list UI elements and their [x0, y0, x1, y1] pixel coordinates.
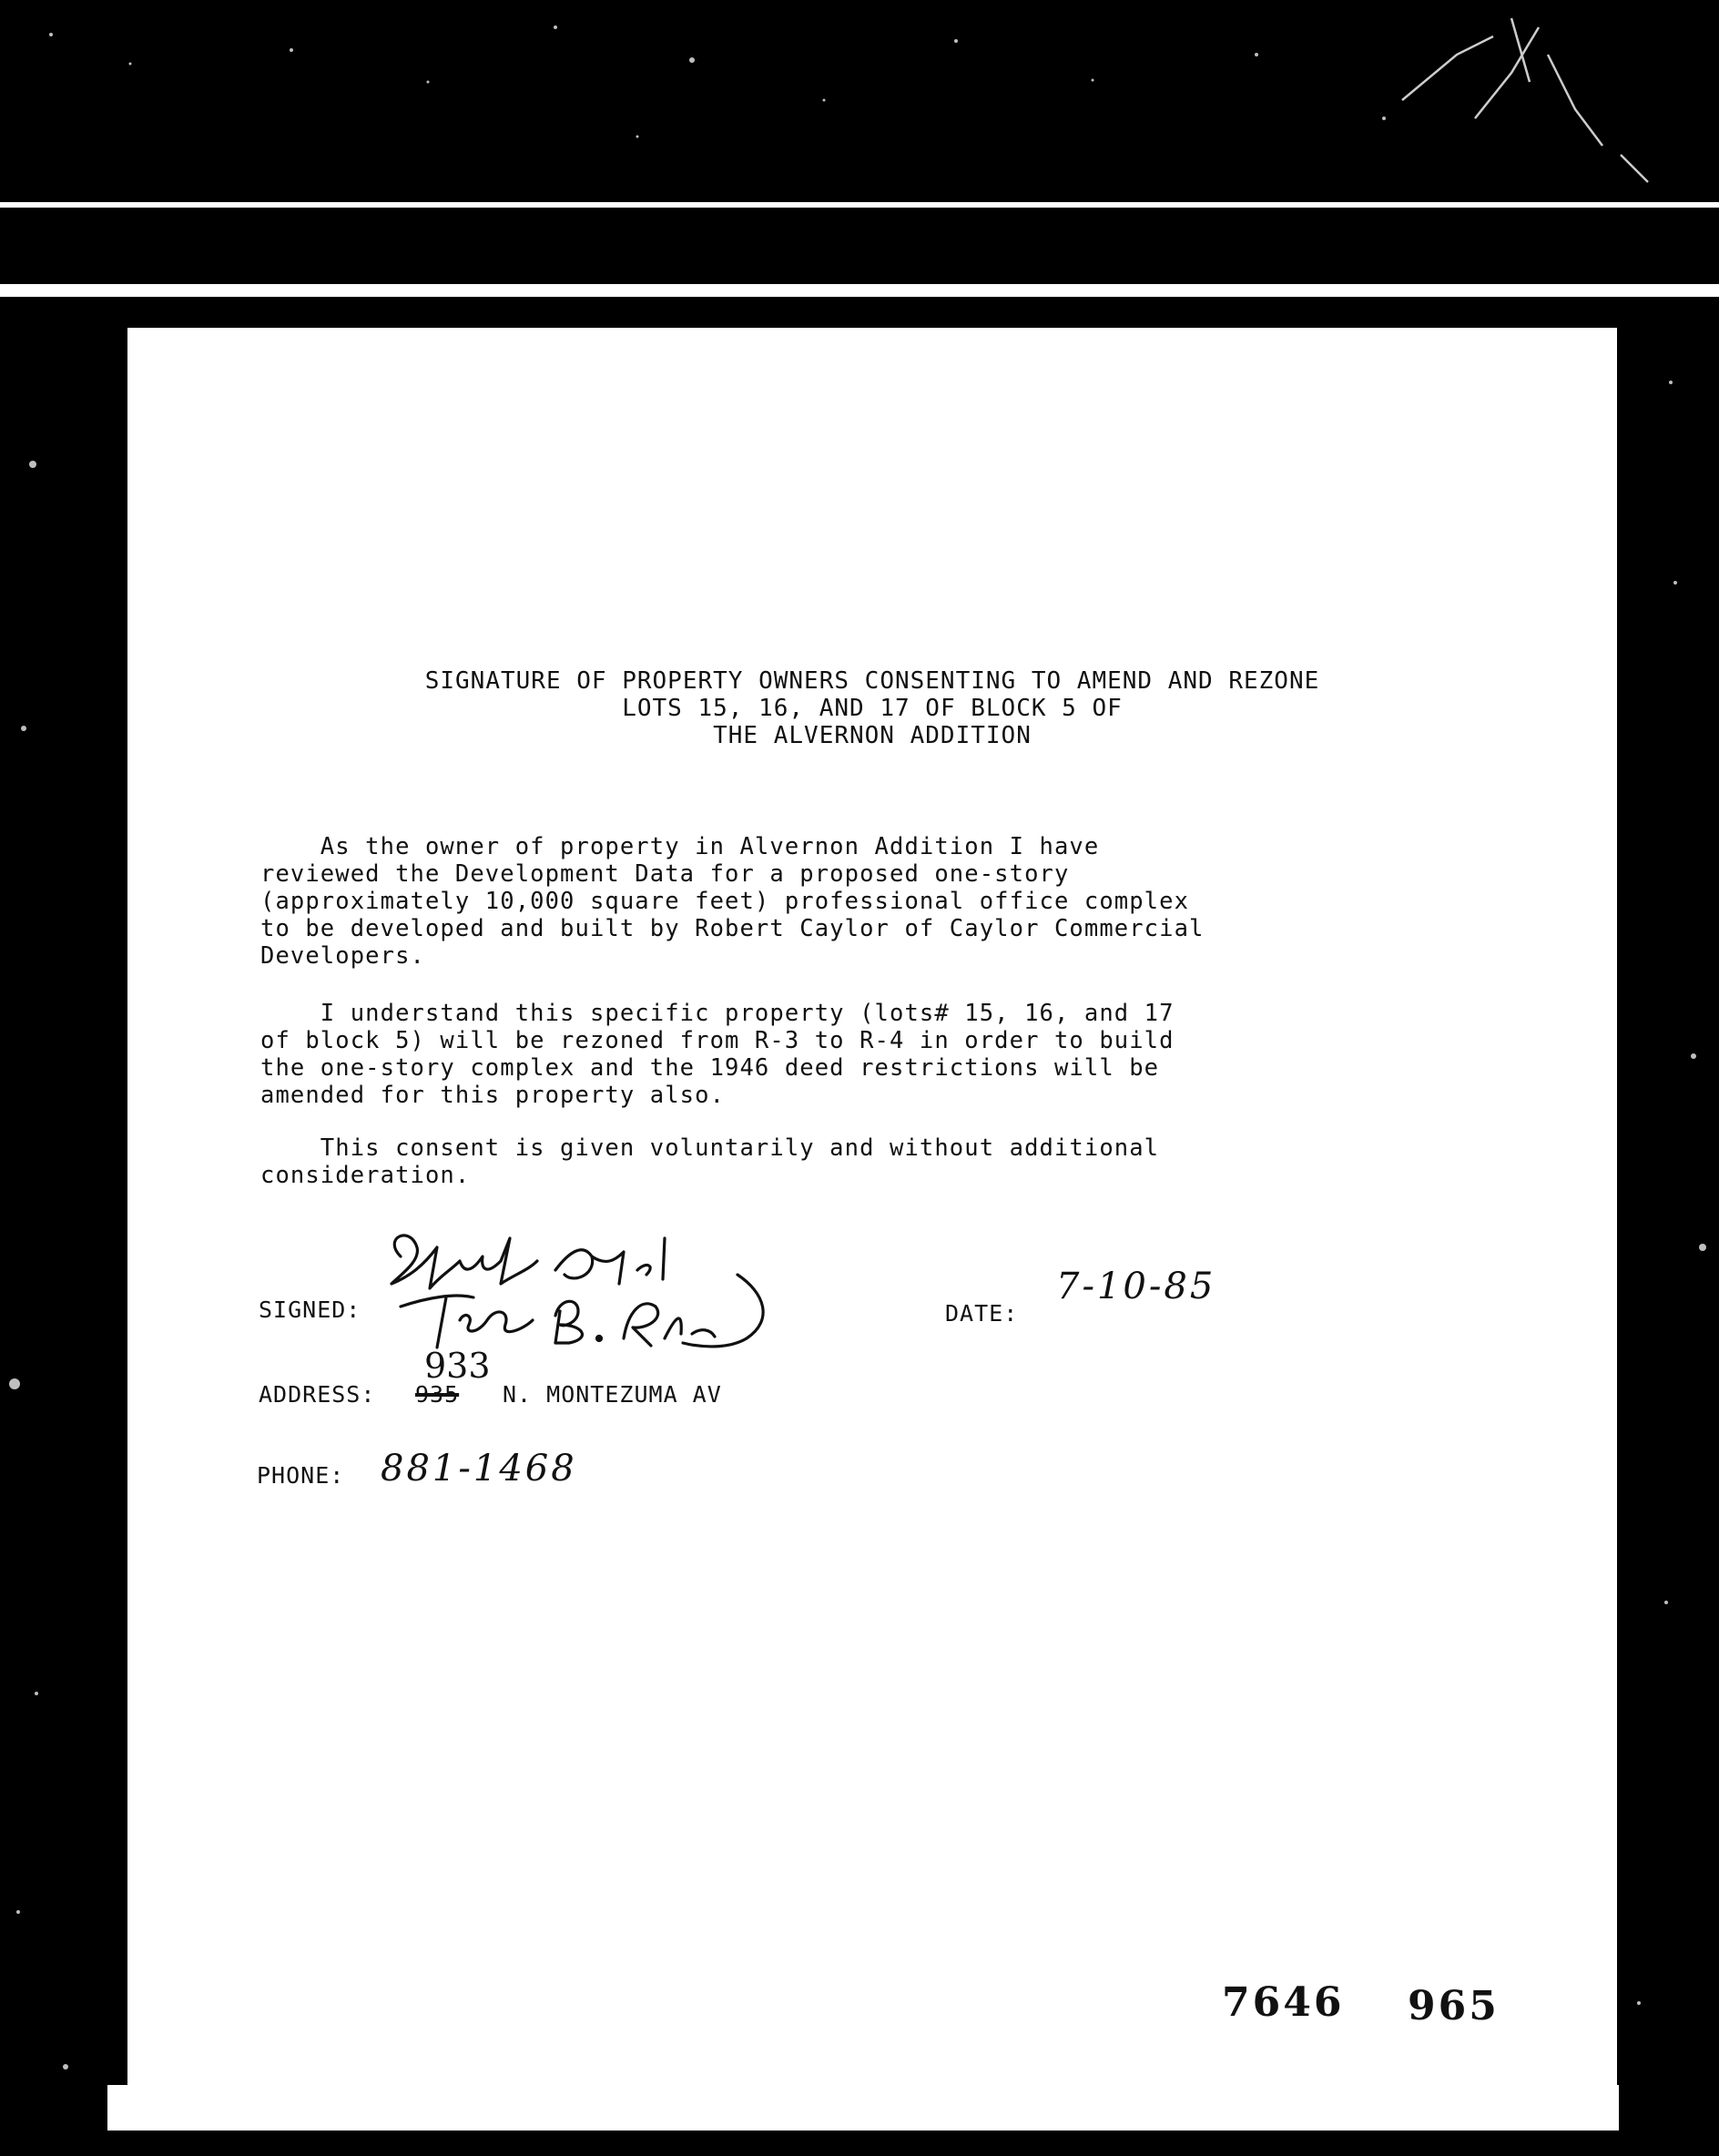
paragraph-line: (approximately 10,000 square feet) professional office complex — [260, 888, 1190, 915]
date-label: DATE: — [945, 1300, 1019, 1327]
paragraph-line: This consent is given voluntarily and without additional — [260, 1134, 1160, 1162]
paragraph-line: the one-story complex and the 1946 deed restrictions will be — [260, 1054, 1160, 1082]
signed-label: SIGNED: — [259, 1297, 361, 1323]
title-line: LOTS 15, 16, AND 17 OF BLOCK 5 OF — [622, 695, 1123, 722]
paragraph-line: Developers. — [260, 942, 425, 970]
paragraph-line: reviewed the Development Data for a proposed one-story — [260, 860, 1070, 888]
paragraph-owner-review — [260, 833, 1389, 970]
document-title — [127, 667, 1617, 749]
address-number-handwritten: 933 — [424, 1346, 491, 1386]
phone-label: PHONE: — [257, 1462, 345, 1489]
scan-rule-bottom — [0, 284, 1719, 297]
paragraph-line: of block 5) will be rezoned from R-3 to R-4 in order to build — [260, 1027, 1175, 1054]
phone-value-handwritten: 881-1468 — [381, 1448, 577, 1490]
recording-number-right: 965 — [1408, 1983, 1500, 2029]
title-line: THE ALVERNON ADDITION — [713, 722, 1032, 749]
scan-top-border — [0, 0, 1719, 300]
date-value-handwritten: 7-10-85 — [1056, 1266, 1216, 1307]
paragraph-line: amended for this property also. — [260, 1082, 726, 1109]
paragraph-consent — [260, 1134, 1389, 1189]
paragraph-line: to be developed and built by Robert Caylor of Caylor Commercial — [260, 915, 1205, 942]
recording-number-left: 7646 — [1222, 1979, 1345, 2026]
address-number-struck: 935 — [415, 1381, 460, 1408]
title-line: SIGNATURE OF PROPERTY OWNERS CONSENTING TO AMEND AND REZONE — [424, 667, 1320, 695]
paragraph-rezoning — [260, 1000, 1389, 1109]
signature-handwritten — [373, 1220, 810, 1357]
paragraph-line: consideration. — [260, 1162, 471, 1189]
document-sheet — [127, 328, 1617, 2131]
scan-rule-top — [0, 202, 1719, 208]
address-label: ADDRESS: — [259, 1381, 376, 1408]
address-street: N. MONTEZUMA AV — [503, 1381, 722, 1408]
paragraph-line: I understand this specific property (lots# 15, 16, and 17 — [260, 1000, 1175, 1027]
document-sheet-edge — [107, 2085, 1619, 2131]
paragraph-line: As the owner of property in Alvernon Addition I have — [260, 833, 1100, 860]
